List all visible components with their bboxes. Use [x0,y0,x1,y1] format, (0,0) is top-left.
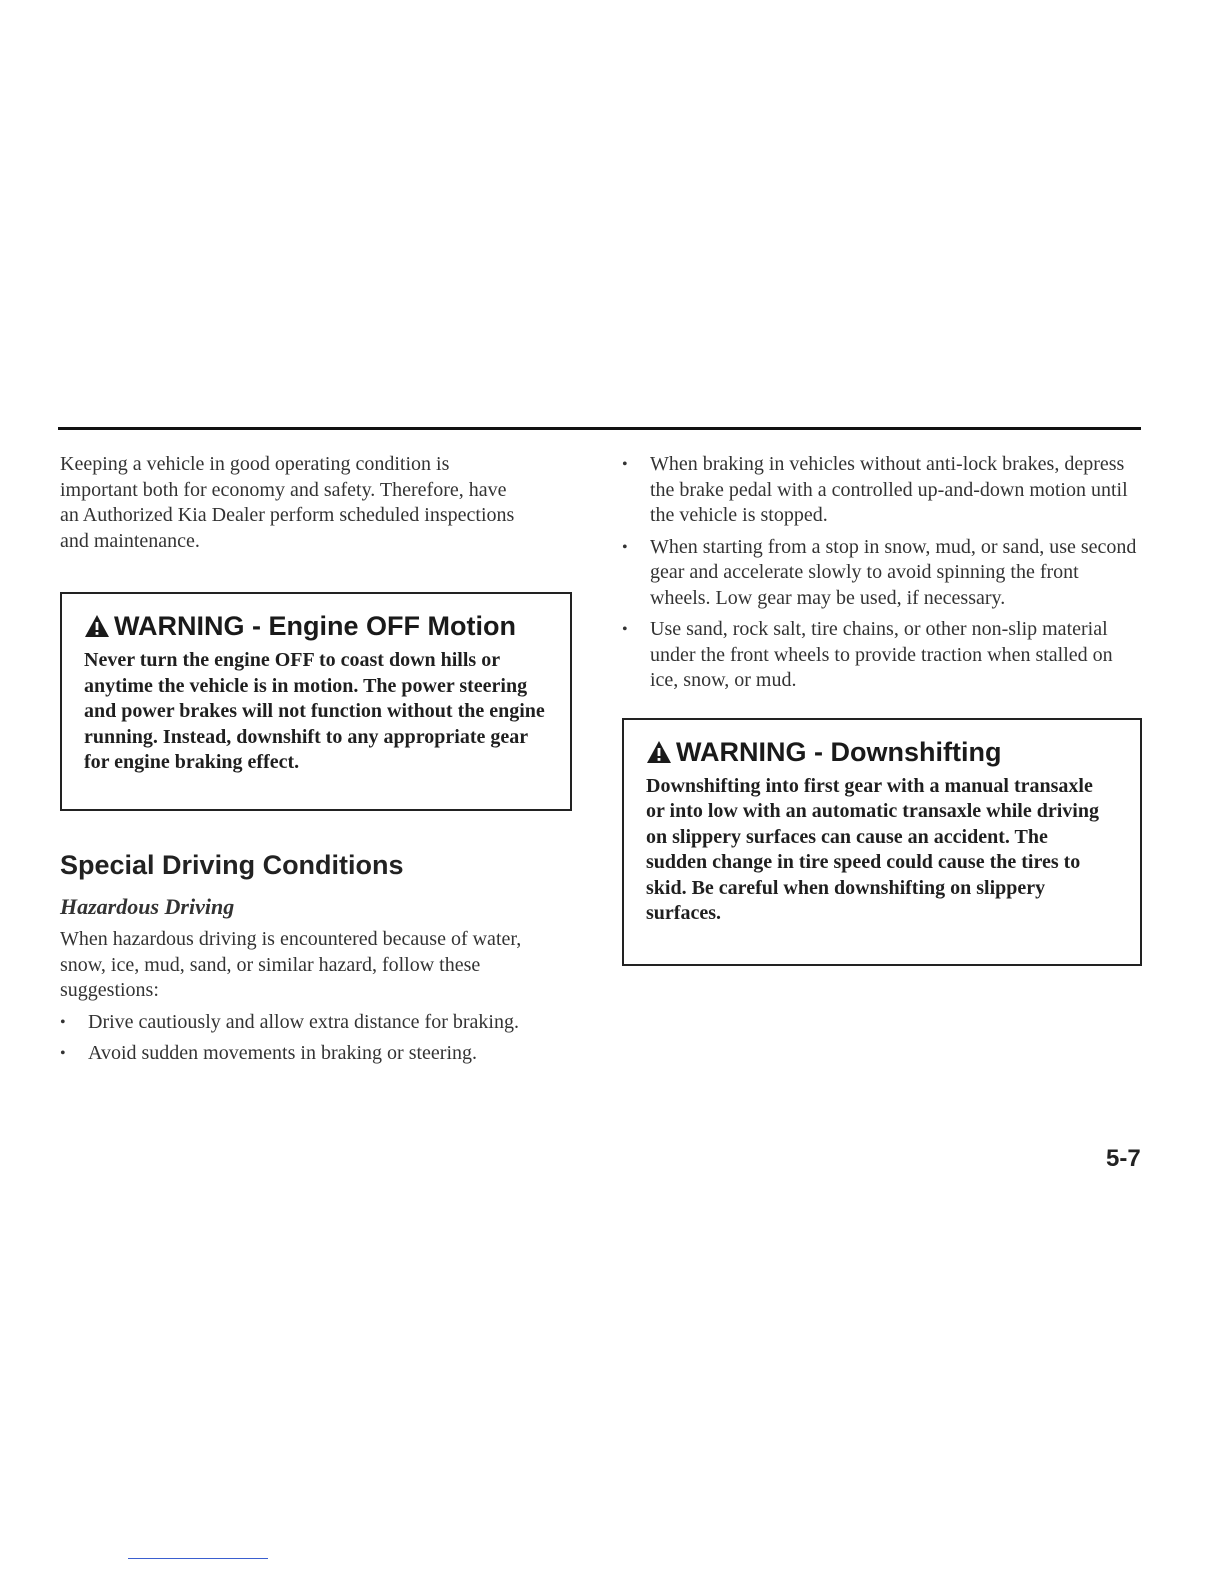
warning-title [646,736,1124,768]
warning-title-text: WARNING - Engine OFF Motion [114,611,516,641]
warning-text: Downshifting into first gear with a manual transaxle or into low with an automatic transaxle while driving on slippery surfaces can cause an accident. The sudden change in tire speed could cause the tires to skid. Be careful when downshifting on slippery surfaces. [646,774,1099,924]
section-title: Special Driving Conditions [60,850,404,880]
left-column [60,452,572,1067]
warning-title-text: WARNING - Downshifting [676,736,1002,767]
warning-box-downshifting [622,718,1142,966]
warning-triangle-icon [84,614,110,638]
right-column [622,452,1142,966]
list-item: • Use sand, rock salt, tire chains, or other non-slip material under the front wheels to provide traction when stalled on ice, snow, or mud. [622,617,1142,694]
top-rule [58,427,1141,430]
warning-triangle-icon [646,740,672,764]
warning-box-engine-off [60,592,572,811]
warning-title [84,610,554,642]
page-number: 5-7 [1106,1145,1141,1172]
bottom-rule [128,1558,268,1559]
warning-text: Never turn the engine OFF to coast down hills or anytime the vehicle is in motion. The power steering and power brakes will not function without the engine running. Instead, downshift to any appropriate gear for engine braking effect. [84,649,545,773]
right-bullet-list [622,452,1142,694]
subsection-paragraph: When hazardous driving is encountered because of water, snow, ice, mud, sand, or similar hazard, follow these suggestions: [60,928,522,1001]
left-bullet-list [60,1010,530,1067]
intro-paragraph: Keeping a vehicle in good operating condition is important both for economy and safety. Therefore, have an Authorized Kia Dealer perform scheduled inspections and maintenance. [60,453,515,552]
list-item: • Avoid sudden movements in braking or steering. [60,1041,530,1067]
subsection-title: Hazardous Driving [60,894,235,919]
list-item: • When braking in vehicles without anti-lock brakes, depress the brake pedal with a controlled up-and-down motion until the vehicle is stopped. [622,452,1142,529]
list-item: • Drive cautiously and allow extra distance for braking. [60,1010,530,1036]
list-item: • When starting from a stop in snow, mud, or sand, use second gear and accelerate slowly to avoid spinning the front wheels. Low gear may be used, if necessary. [622,535,1142,612]
